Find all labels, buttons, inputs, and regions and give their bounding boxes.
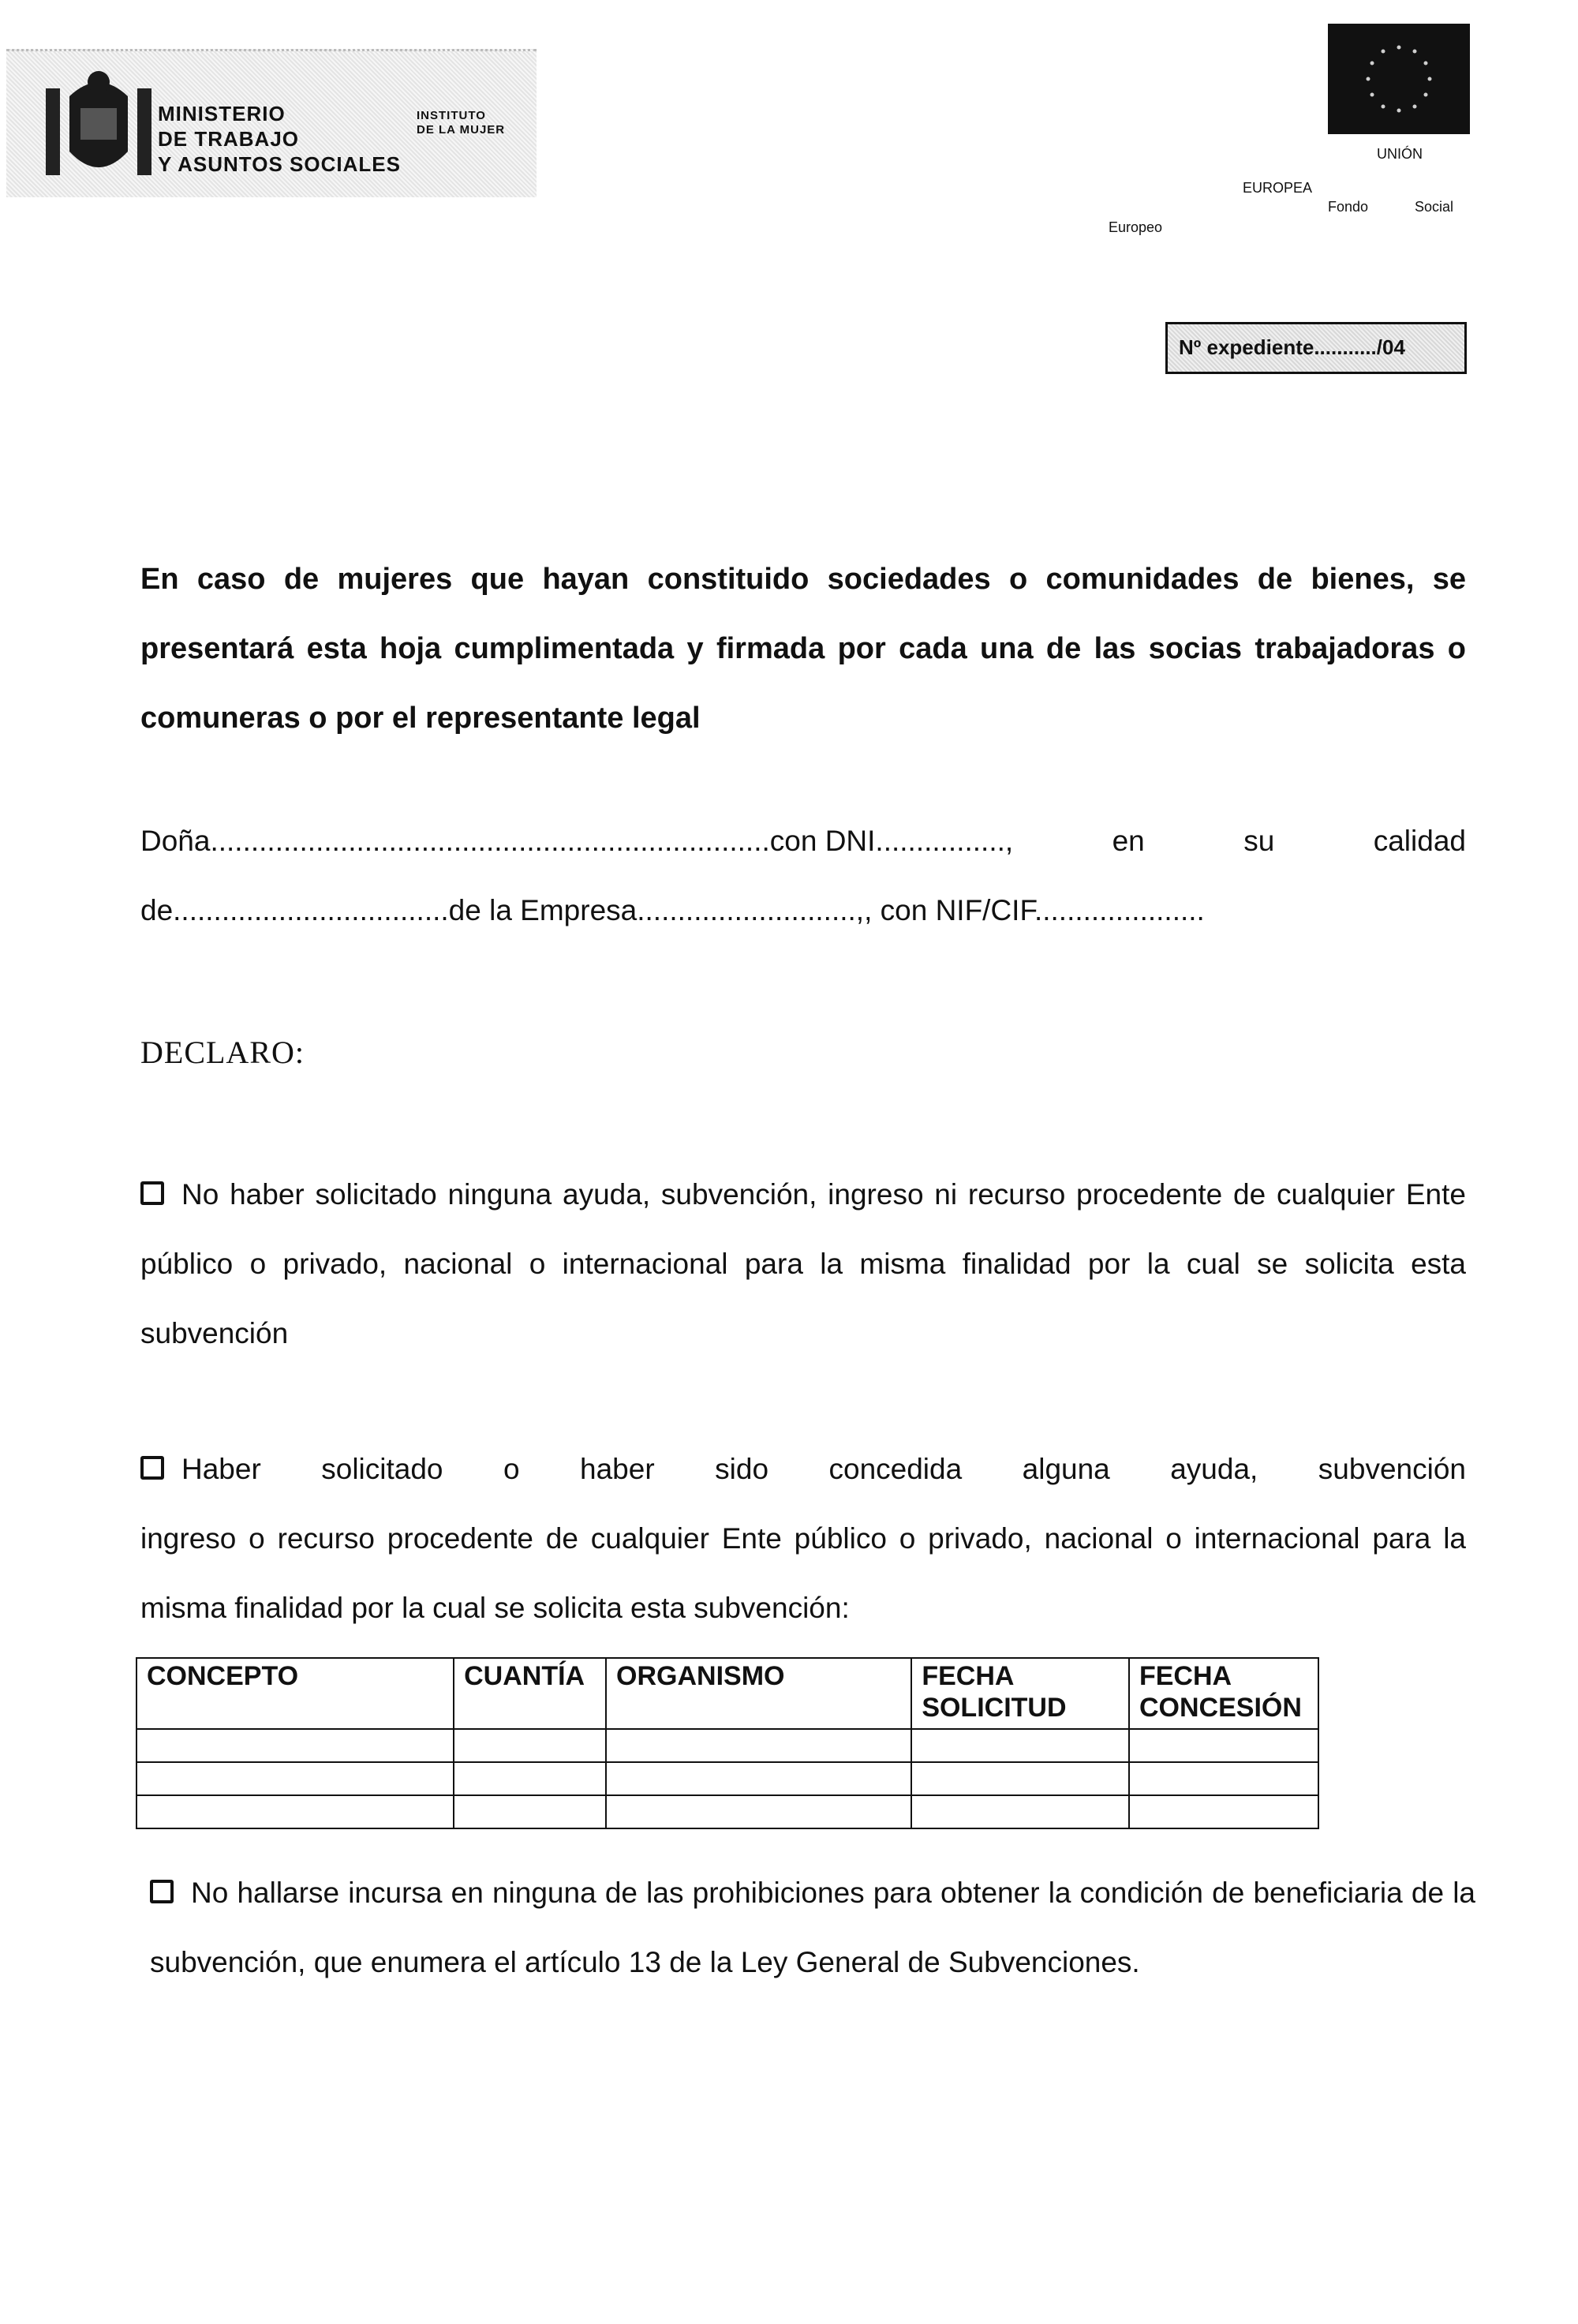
- eu-europeo-text: Europeo: [1109, 219, 1163, 235]
- declaro-heading: DECLARO:: [140, 1035, 305, 1070]
- empresa-line[interactable]: de..................................de la Empresa...........................,, con NIF/CIF.....................: [140, 894, 1205, 926]
- col-label: FECHA SOLICITUD: [922, 1661, 1067, 1723]
- option-haber-solicitado-first-line: [140, 1435, 1466, 1504]
- ministry-name: [158, 101, 401, 177]
- eu-fondo-text: Fondo: [1328, 199, 1369, 215]
- dona-word-calidad: calidad: [1373, 825, 1466, 857]
- table-cell[interactable]: [606, 1795, 911, 1828]
- checkbox-haber-solicitado[interactable]: [140, 1456, 164, 1480]
- eu-flag-icon: [1328, 24, 1470, 134]
- word: concedida: [828, 1453, 963, 1485]
- instituto-line-1: INSTITUTO: [417, 109, 486, 122]
- col-organismo: [606, 1658, 911, 1729]
- table-cell[interactable]: [1129, 1762, 1318, 1795]
- instituto-line-2: DE LA MUJER: [417, 123, 506, 137]
- table-cell[interactable]: [911, 1795, 1129, 1828]
- dona-word-su: su: [1243, 825, 1275, 857]
- expediente-number-field[interactable]: Nº expediente.........../04: [1165, 322, 1467, 374]
- checkbox-no-solicitado[interactable]: [140, 1181, 164, 1205]
- table-cell[interactable]: [606, 1762, 911, 1795]
- option-haber-solicitado-rest: ingreso o recurso procedente de cualquier Ente público o privado, nacional o internacional para la misma finalidad por la cual se solicita esta subvención:: [140, 1522, 1466, 1624]
- table-cell[interactable]: [454, 1795, 606, 1828]
- table-cell[interactable]: [454, 1729, 606, 1762]
- word: haber: [580, 1453, 655, 1485]
- table-cell[interactable]: [136, 1762, 454, 1795]
- dona-line: [140, 825, 1466, 858]
- word: Haber: [181, 1453, 261, 1485]
- option-haber-solicitado: [140, 1435, 1466, 1643]
- table-cell[interactable]: [136, 1795, 454, 1828]
- intro-paragraph: En caso de mujeres que hayan constituido sociedades o comunidades de bienes, se presentará esta hoja cumplimentada y firmada por cada una de las socias trabajadoras o comuneras o por el representante legal: [140, 563, 1466, 735]
- table-row: [136, 1795, 1318, 1828]
- word: subvención: [1318, 1453, 1466, 1485]
- word: ayuda,: [1170, 1453, 1258, 1485]
- option-no-solicitado: [140, 1160, 1466, 1368]
- table-cell[interactable]: [1129, 1795, 1318, 1828]
- table-cell[interactable]: [606, 1729, 911, 1762]
- col-cuantia: [454, 1658, 606, 1729]
- word: solicitado: [321, 1453, 443, 1485]
- table-row: [136, 1729, 1318, 1762]
- option-no-prohibiciones-text: No hallarse incursa en ninguna de las prohibiciones para obtener la condición de beneficiaria de la subvención, que enumera el artículo 13 de la Ley General de Subvenciones.: [150, 1877, 1475, 1978]
- option-no-prohibiciones: [150, 1858, 1475, 1997]
- ministry-line-2: DE TRABAJO: [158, 127, 300, 151]
- col-label: CUANTÍA: [464, 1661, 585, 1691]
- checkbox-no-prohibiciones[interactable]: [150, 1880, 174, 1903]
- dona-word-en: en: [1112, 825, 1145, 857]
- table-cell[interactable]: [911, 1729, 1129, 1762]
- grants-table: [136, 1657, 1319, 1829]
- option-no-solicitado-text: No haber solicitado ninguna ayuda, subvención, ingreso ni recurso procedente de cualquier Ente público o privado, nacional o internacional para la misma finalidad por la cual se solicita esta subvención: [140, 1178, 1466, 1349]
- ministry-line-3: Y ASUNTOS SOCIALES: [158, 152, 401, 176]
- col-label: CONCEPTO: [147, 1661, 299, 1691]
- col-fecha-concesion: [1129, 1658, 1318, 1729]
- ministry-line-1: MINISTERIO: [158, 102, 286, 125]
- table-cell[interactable]: [136, 1729, 454, 1762]
- dona-dni-field[interactable]: Doña.....................................................................con DNI................,: [140, 825, 1014, 857]
- eu-union-text: UNIÓN: [1377, 146, 1423, 162]
- instituto-name: [417, 109, 505, 137]
- table-row: [136, 1762, 1318, 1795]
- eu-europea-text: EUROPEA: [1243, 180, 1313, 196]
- table-cell[interactable]: [911, 1762, 1129, 1795]
- word: alguna: [1022, 1453, 1110, 1485]
- col-label: ORGANISMO: [616, 1661, 785, 1691]
- word: o: [503, 1453, 520, 1485]
- col-concepto: [136, 1658, 454, 1729]
- table-header-row: [136, 1658, 1318, 1729]
- col-fecha-solicitud: [911, 1658, 1129, 1729]
- col-label: FECHA CONCESIÓN: [1139, 1661, 1302, 1723]
- table-cell[interactable]: [454, 1762, 606, 1795]
- eu-social-text: Social: [1415, 199, 1454, 215]
- table-cell[interactable]: [1129, 1729, 1318, 1762]
- word: sido: [715, 1453, 769, 1485]
- coat-of-arms-icon: [39, 65, 158, 183]
